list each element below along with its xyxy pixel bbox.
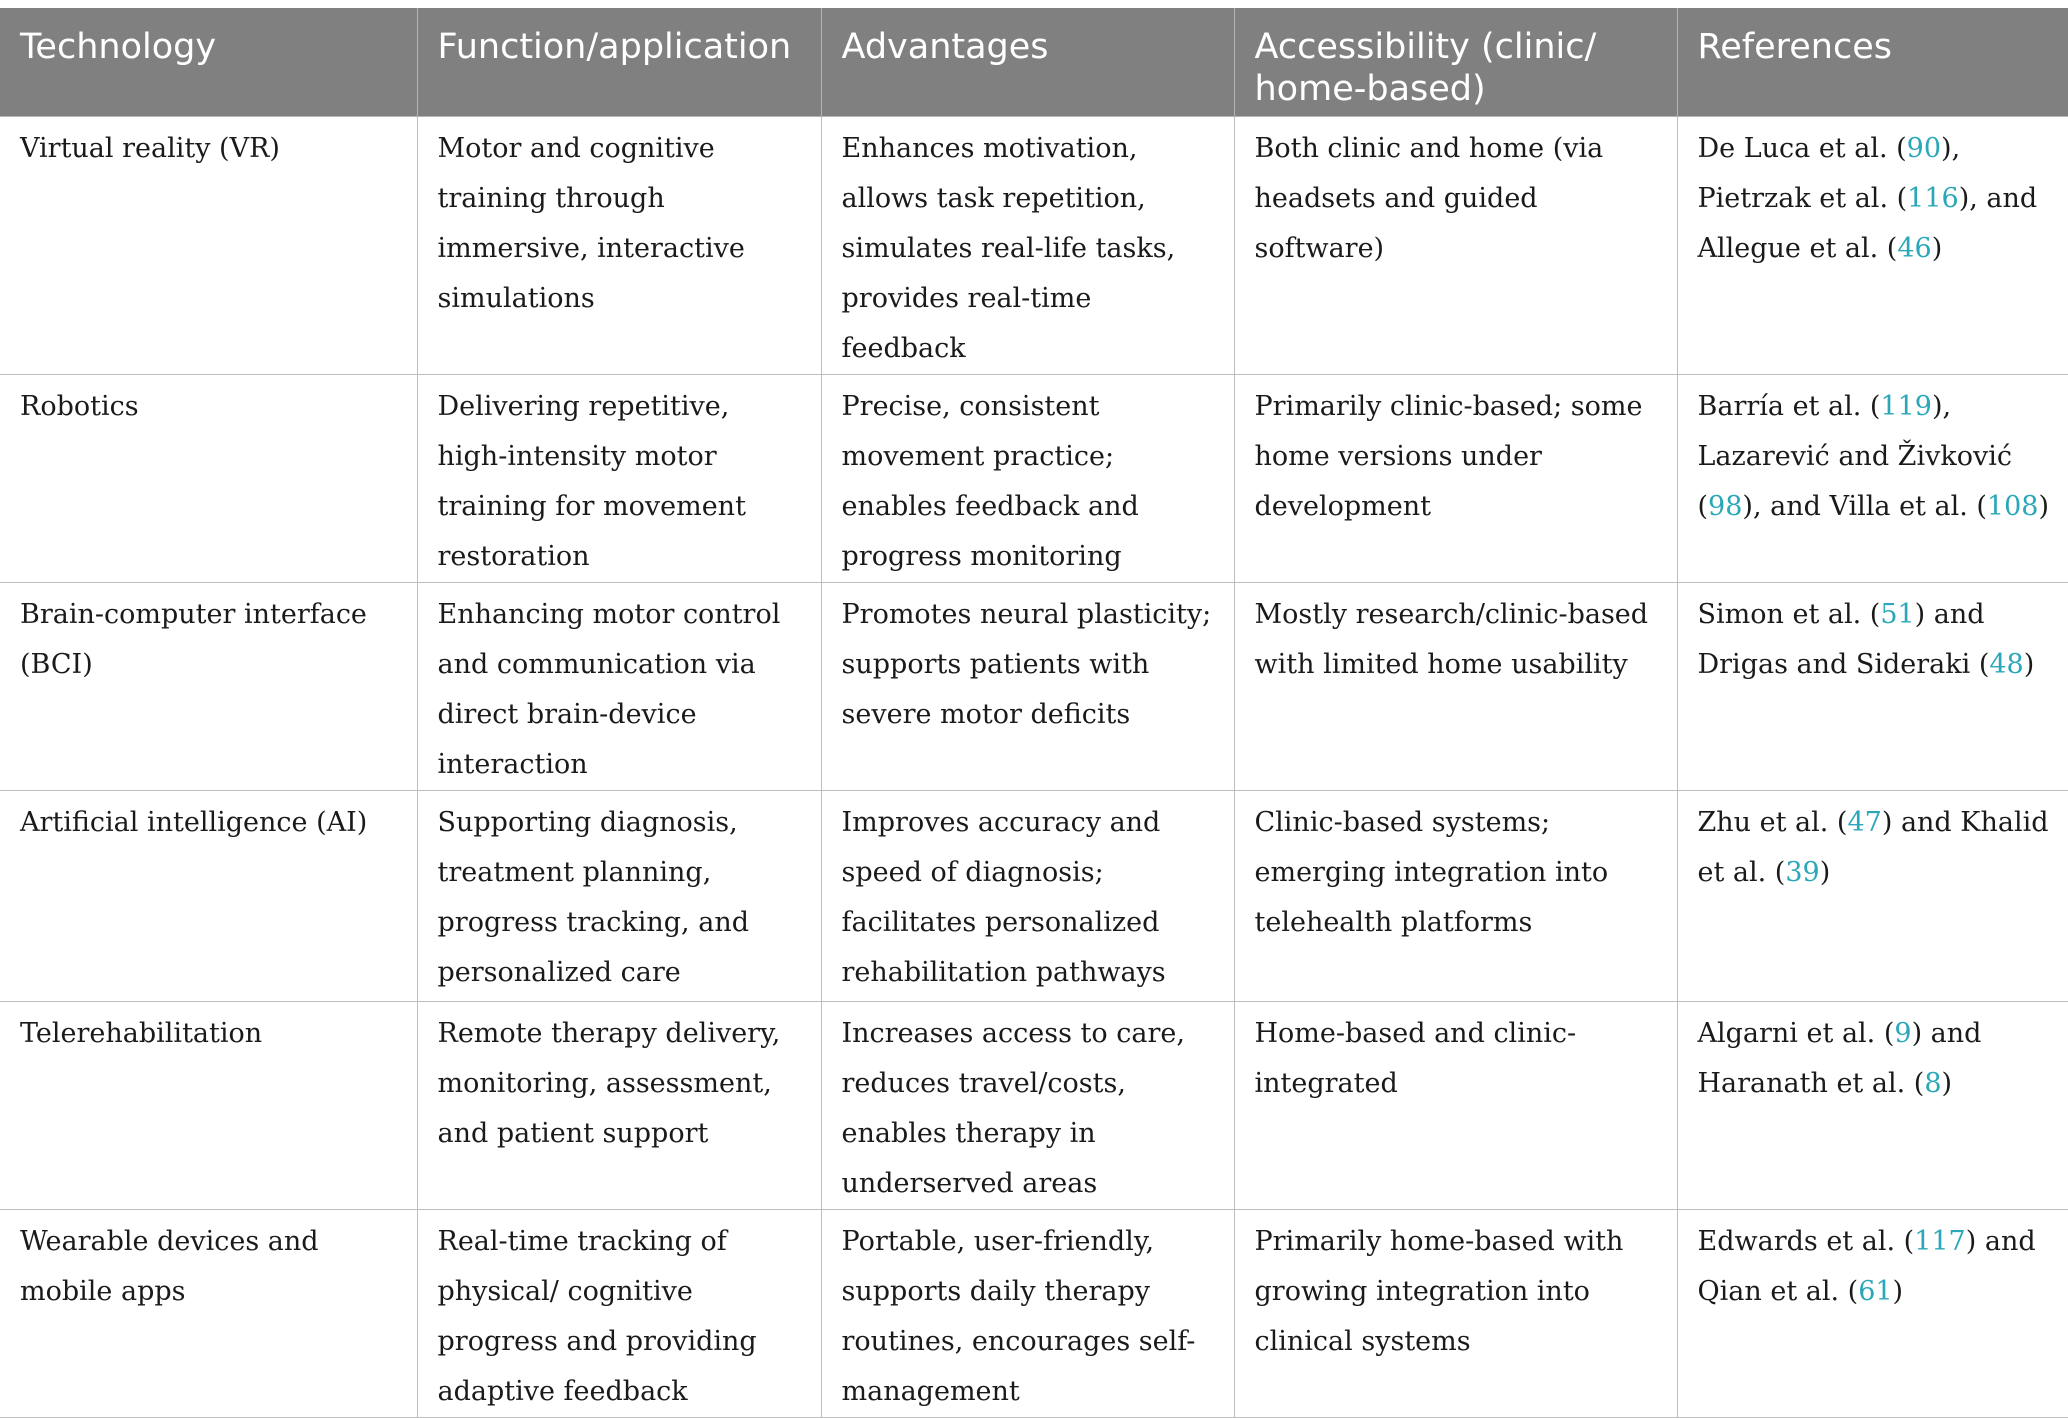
reference-text: ): [1892, 1275, 1904, 1307]
reference-link[interactable]: 8: [1924, 1067, 1942, 1099]
reference-link[interactable]: 61: [1858, 1275, 1893, 1307]
function-cell: Delivering repetitive, high-intensity motor training for movement restoration: [417, 374, 821, 582]
reference-text: ): [2038, 490, 2050, 522]
header-advantages: Advantages: [821, 8, 1234, 116]
advantages-cell: Improves accuracy and speed of diagnosis; facilitates personalized rehabilitation pathways: [821, 790, 1234, 1001]
accessibility-cell: Both clinic and home (via headsets and guided software): [1234, 116, 1677, 374]
table-row: [0, 1209, 2068, 1417]
reference-text: ) and Khalid et al. (: [1697, 806, 2049, 888]
reference-text: ), and Allegue et al. (: [1697, 182, 2038, 264]
accessibility-cell: Clinic-based systems; emerging integration into telehealth platforms: [1234, 790, 1677, 1001]
technology-table: [0, 8, 2068, 1418]
references-cell: [1677, 374, 2068, 582]
function-cell: Real-time tracking of physical/ cognitive progress and providing adaptive feedback: [417, 1209, 821, 1417]
accessibility-cell: Primarily clinic-based; some home versions under development: [1234, 374, 1677, 582]
advantages-cell: Promotes neural plasticity; supports patients with severe motor deficits: [821, 582, 1234, 790]
reference-link[interactable]: 108: [1986, 490, 2039, 522]
reference-link[interactable]: 46: [1897, 232, 1932, 264]
references-cell: [1677, 116, 2068, 374]
reference-text: Simon et al. (: [1697, 598, 1881, 630]
references-cell: [1677, 790, 2068, 1001]
reference-link[interactable]: 48: [1989, 648, 2024, 680]
header-function: Function/application: [417, 8, 821, 116]
function-cell: Enhancing motor control and communication via direct brain-device interaction: [417, 582, 821, 790]
reference-text: De Luca et al. (: [1697, 132, 1907, 164]
table-row: [0, 116, 2068, 374]
reference-text: ) and Qian et al. (: [1697, 1225, 2036, 1307]
technology-cell: Robotics: [0, 374, 417, 582]
reference-text: ), Pietrzak et al. (: [1697, 132, 1961, 214]
reference-text: ): [1941, 1067, 1953, 1099]
reference-text: ), and Villa et al. (: [1742, 490, 1987, 522]
reference-text: Barría et al. (: [1697, 390, 1881, 422]
advantages-cell: Increases access to care, reduces travel/costs, enables therapy in underserved areas: [821, 1001, 1234, 1209]
reference-link[interactable]: 98: [1708, 490, 1743, 522]
table-row: [0, 790, 2068, 1001]
reference-text: ), Lazarević and Živković (: [1697, 390, 2012, 522]
advantages-cell: Precise, consistent movement practice; enables feedback and progress monitoring: [821, 374, 1234, 582]
reference-text: ): [2023, 648, 2035, 680]
reference-link[interactable]: 47: [1847, 806, 1882, 838]
reference-link[interactable]: 119: [1880, 390, 1932, 422]
table-row: [0, 374, 2068, 582]
reference-text: ) and Haranath et al. (: [1697, 1017, 1982, 1099]
reference-text: ) and Drigas and Sideraki (: [1697, 598, 1990, 680]
reference-link[interactable]: 39: [1785, 856, 1820, 888]
references-cell: [1677, 1001, 2068, 1209]
advantages-cell: Portable, user-friendly, supports daily therapy routines, encourages self-management: [821, 1209, 1234, 1417]
reference-text: Algarni et al. (: [1697, 1017, 1895, 1049]
reference-link[interactable]: 9: [1894, 1017, 1912, 1049]
accessibility-cell: Mostly research/clinic-based with limited home usability: [1234, 582, 1677, 790]
table-body: [0, 116, 2068, 1417]
technology-cell: Brain-computer interface (BCI): [0, 582, 417, 790]
header-accessibility: Accessibility (clinic/ home-based): [1234, 8, 1677, 116]
technology-cell: Wearable devices and mobile apps: [0, 1209, 417, 1417]
reference-link[interactable]: 51: [1880, 598, 1915, 630]
reference-text: ): [1931, 232, 1943, 264]
reference-text: ): [1819, 856, 1831, 888]
reference-link[interactable]: 90: [1906, 132, 1942, 164]
table-row: [0, 1001, 2068, 1209]
reference-text: Zhu et al. (: [1697, 806, 1848, 838]
advantages-cell: Enhances motivation, allows task repetition, simulates real-life tasks, provides real-time feedback: [821, 116, 1234, 374]
technology-cell: Telerehabilitation: [0, 1001, 417, 1209]
reference-link[interactable]: 117: [1914, 1225, 1966, 1257]
accessibility-cell: Home-based and clinic-integrated: [1234, 1001, 1677, 1209]
table-row: [0, 582, 2068, 790]
header-references: References: [1677, 8, 2068, 116]
references-cell: [1677, 1209, 2068, 1417]
header-technology: Technology: [0, 8, 417, 116]
references-cell: [1677, 582, 2068, 790]
accessibility-cell: Primarily home-based with growing integration into clinical systems: [1234, 1209, 1677, 1417]
function-cell: Supporting diagnosis, treatment planning, progress tracking, and personalized care: [417, 790, 821, 1001]
technology-cell: Virtual reality (VR): [0, 116, 417, 374]
function-cell: Motor and cognitive training through immersive, interactive simulations: [417, 116, 821, 374]
header-row: [0, 8, 2068, 116]
reference-link[interactable]: 116: [1907, 182, 1959, 214]
technology-cell: Artificial intelligence (AI): [0, 790, 417, 1001]
function-cell: Remote therapy delivery, monitoring, assessment, and patient support: [417, 1001, 821, 1209]
reference-text: Edwards et al. (: [1697, 1225, 1915, 1257]
